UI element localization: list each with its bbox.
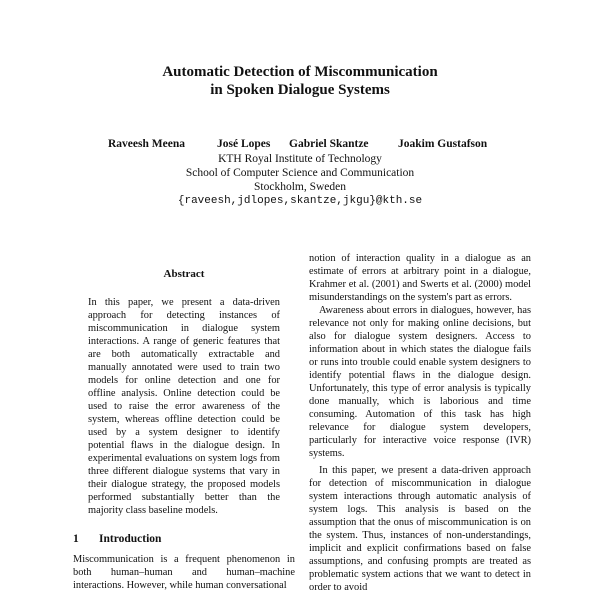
author-name: Raveesh Meena (108, 138, 185, 150)
affiliation-line: KTH Royal Institute of Technology (218, 153, 382, 165)
affiliation-line: School of Computer Science and Communication (185, 167, 415, 179)
abstract-heading: Abstract (163, 268, 205, 280)
author-name: Gabriel Skantze (289, 138, 369, 150)
left-column (73, 268, 295, 592)
affiliation (0, 152, 600, 194)
body-paragraph: Awareness about errors in dialogues, however, has relevance not only for making online decisions, but also for dialogue system designers. Access to information about in which states the dialogue fails or runs into trouble could enable system designers to identify potential flaws in the dialogue design. Unfortunately, this type of error analysis is typically done manually, which is laborious and time consuming. Automation of this task has high relevance for dialogue system developers, particularly for interactive voice response (IVR) systems. (309, 305, 531, 459)
author-name: Joakim Gustafson (398, 138, 488, 150)
section-number: 1 (73, 533, 79, 545)
author-email: {raveesh,jdlopes,skantze,jkgu}@kth.se (177, 195, 423, 207)
paper-title (0, 63, 600, 99)
title-line-1: Automatic Detection of Miscommunication (162, 64, 438, 80)
section-heading (73, 533, 295, 546)
abstract-text: In this paper, we present a data-driven approach for detecting instances of miscommunication in dialogue system interactions. A range of generic features that are both automatically extractable and manually annotated were used to train two models for online detection and one for offline analysis. Online detection could be used to raise the error awareness of the system, whereas offline detection could be used by a system designer to identify potential flaws in the dialogue design. In experimental evaluations on system logs from three different dialogue systems that vary in their dialogue strategy, the proposed models performed substantially better than the majority class baseline models. (88, 297, 280, 516)
introduction-text: Miscommunication is a frequent phenomenon in both human–human and human–machine interactions. However, while human conversational (73, 554, 295, 591)
title-line-2: in Spoken Dialogue Systems (210, 82, 390, 98)
right-column (309, 252, 531, 594)
affiliation-line: Stockholm, Sweden (254, 181, 346, 193)
body-paragraph: notion of interaction quality in a dialogue as an estimate of errors at arbitrary point in a dialogue, Krahmer et al. (2001) and Swerts et al. (2000) model misunderstandings on the system's part as errors. (309, 253, 531, 303)
author-name: José Lopes (217, 138, 271, 150)
section-title: Introduction (99, 533, 162, 545)
body-paragraph: In this paper, we present a data-driven approach for detection of miscommunication in dialogue system interactions through automatic analysis of system logs. This analysis is based on the assumption that the onus of miscommunication is on the system. Thus, instances of non-understandings, implicit and explicit confirmations based on false assumptions, and confusing prompts are treated as problematic system actions that we want to detect in order to avoid (309, 465, 531, 593)
